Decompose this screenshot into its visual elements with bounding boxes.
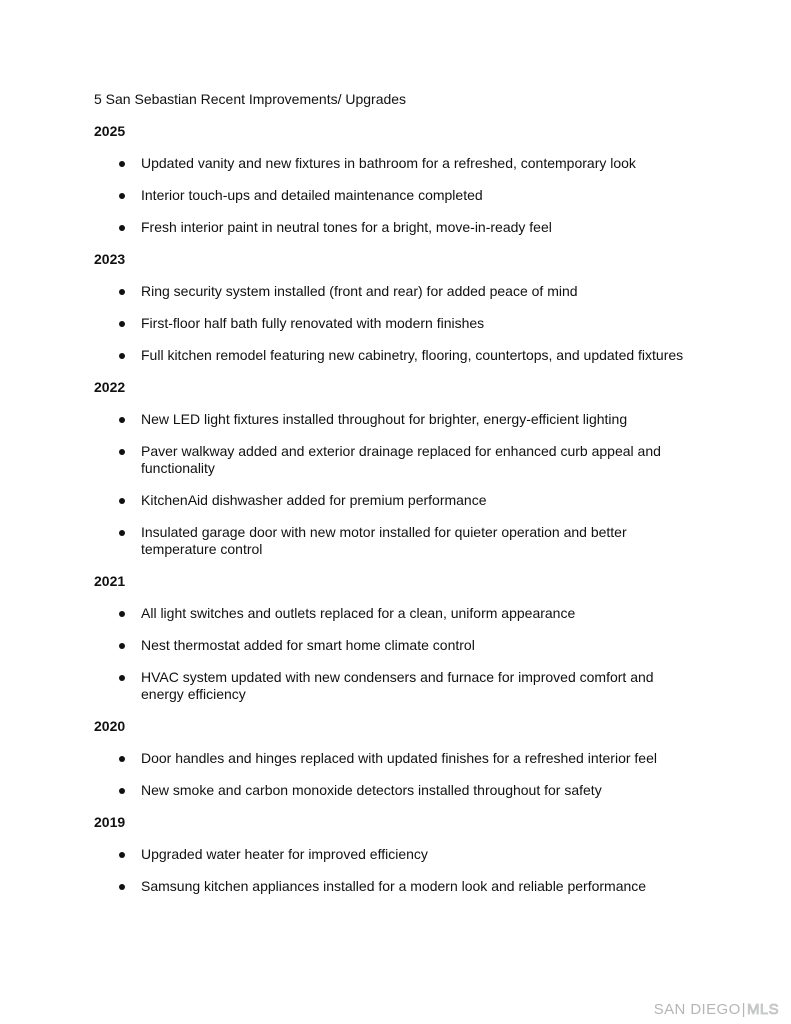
list-item — [94, 524, 734, 558]
list-item — [94, 637, 734, 654]
list-item-text: HVAC system updated with new condensers and furnace for improved comfort and energy efficiency — [141, 669, 654, 702]
list-item — [94, 283, 734, 300]
list-item — [94, 219, 734, 236]
bullet-icon — [119, 675, 125, 681]
bullet-icon — [119, 225, 125, 231]
brand-primary-text: SAN DIEGO — [653, 1001, 741, 1018]
bullet-icon — [119, 161, 125, 167]
list-item — [94, 669, 734, 703]
year-heading-2019: 2019 — [94, 814, 126, 830]
bullet-icon — [119, 193, 125, 199]
brand-secondary-text: MLS — [746, 1001, 779, 1018]
list-item-text: KitchenAid dishwasher added for premium performance — [141, 492, 487, 508]
list-item-text: Paver walkway added and exterior drainage replaced for enhanced curb appeal and functionality — [141, 443, 661, 476]
bullet-icon — [119, 353, 125, 359]
list-item — [94, 750, 734, 767]
improvements-list — [94, 123, 734, 895]
list-item — [94, 187, 734, 204]
list-item — [94, 411, 734, 428]
list-item-text: Upgraded water heater for improved efficiency — [141, 846, 428, 862]
brand-separator: | — [741, 1001, 746, 1018]
list-item — [94, 315, 734, 332]
document-content — [94, 91, 734, 910]
list-item-text: Updated vanity and new fixtures in bathroom for a refreshed, contemporary look — [141, 155, 636, 171]
list-item-text: Nest thermostat added for smart home climate control — [141, 637, 475, 653]
list-item-text: New LED light fixtures installed throughout for brighter, energy-efficient lighting — [141, 411, 628, 427]
bullet-icon — [119, 417, 125, 423]
list-item — [94, 846, 734, 863]
bullet-icon — [119, 321, 125, 327]
list-item — [94, 878, 734, 895]
list-item-text: Interior touch-ups and detailed maintenance completed — [141, 187, 483, 203]
bullet-icon — [119, 756, 125, 762]
list-item — [94, 492, 734, 509]
year-heading-2025: 2025 — [94, 123, 126, 139]
bullet-icon — [119, 884, 125, 890]
year-heading-2023: 2023 — [94, 251, 126, 267]
list-item-text: Insulated garage door with new motor installed for quieter operation and better temperature control — [141, 524, 627, 557]
list-item — [94, 782, 734, 799]
year-heading-2022: 2022 — [94, 379, 126, 395]
list-item-text: New smoke and carbon monoxide detectors installed throughout for safety — [141, 782, 602, 798]
bullet-icon — [119, 449, 125, 455]
list-item — [94, 347, 734, 364]
page-title: 5 San Sebastian Recent Improvements/ Upgrades — [94, 91, 407, 107]
list-item-text: All light switches and outlets replaced for a clean, uniform appearance — [141, 605, 576, 621]
list-item-text: Fresh interior paint in neutral tones for a bright, move-in-ready feel — [141, 219, 552, 235]
bullet-icon — [119, 852, 125, 858]
bullet-icon — [119, 289, 125, 295]
list-item-text: First-floor half bath fully renovated with modern finishes — [141, 315, 485, 331]
list-item-text: Door handles and hinges replaced with updated finishes for a refreshed interior feel — [141, 750, 657, 766]
list-item-text: Samsung kitchen appliances installed for a modern look and reliable performance — [141, 878, 647, 894]
list-item — [94, 605, 734, 622]
list-item — [94, 155, 734, 172]
list-item-text: Full kitchen remodel featuring new cabinetry, flooring, countertops, and updated fixtures — [141, 347, 684, 363]
bullet-icon — [119, 788, 125, 794]
year-heading-2020: 2020 — [94, 718, 126, 734]
bullet-icon — [119, 530, 125, 536]
year-heading-2021: 2021 — [94, 573, 126, 589]
bullet-icon — [119, 498, 125, 504]
list-item-text: Ring security system installed (front and rear) for added peace of mind — [141, 283, 578, 299]
bullet-icon — [119, 643, 125, 649]
sandiego-mls-watermark — [654, 1002, 779, 1017]
list-item — [94, 443, 734, 477]
bullet-icon — [119, 611, 125, 617]
